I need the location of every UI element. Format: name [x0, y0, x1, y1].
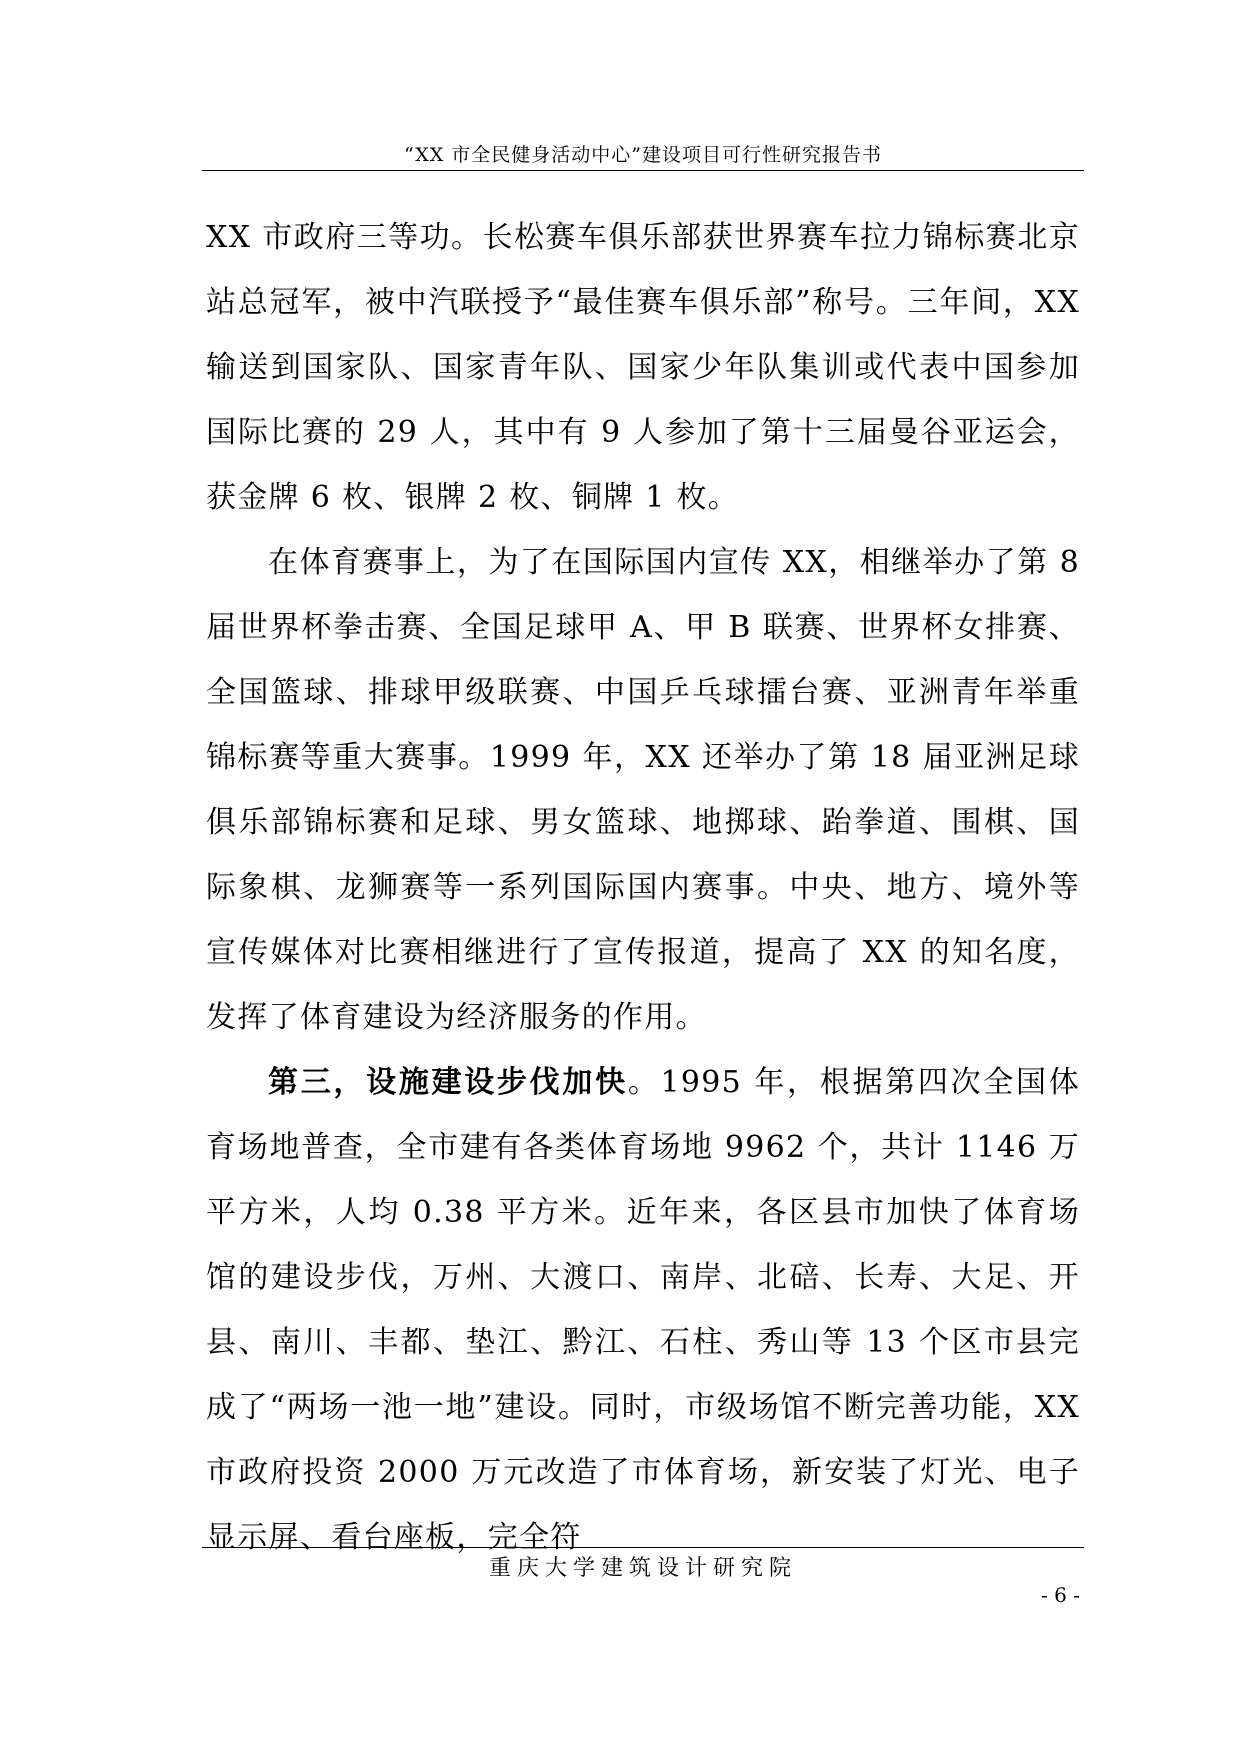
paragraph-1: XX 市政府三等功。长松赛车俱乐部获世界赛车拉力锦标赛北京站总冠军，被中汽联授予“最佳赛车俱乐部”称号。三年间，XX 输送到国家队、国家青年队、国家少年队集训或代表中国参加国际比赛的 29 人，其中有 9 人参加了第十三届曼谷亚运会，获金牌 6 枚、银牌 2 枚、铜牌 1 枚。	[206, 220, 1080, 515]
main-body	[206, 205, 1080, 1570]
header-divider	[202, 170, 1084, 171]
paragraph-3	[206, 1050, 1080, 1570]
paragraph-3-text: 。1995 年，根据第四次全国体育场地普查，全市建有各类体育场地 9962 个，共计 1146 万平方米，人均 0.38 平方米。近年来，各区县市加快了体育场馆的建设步伐，万州、大渡口、南岸、北碚、长寿、大足、开县、南川、丰都、垫江、黔江、石柱、秀山等 13 个区市县完成了“两场一池一地”建设。同时，市级场馆不断完善功能，XX 市政府投资 2000 万元改造了市体育场，新安装了灯光、电子显示屏、看台座板，完全符	[206, 1065, 1080, 1555]
running-header: “XX 市全民健身活动中心”建设项目可行性研究报告书	[403, 144, 883, 166]
running-footer: 重庆大学建筑设计研究院	[488, 1556, 797, 1581]
footer-divider	[202, 1547, 1084, 1548]
page-number: - 6 -	[1041, 1583, 1080, 1607]
paragraph-3-lead: 第三，设施建设步伐加快	[268, 1065, 628, 1100]
paragraph-2: 在体育赛事上，为了在国际国内宣传 XX，相继举办了第 8 届世界杯拳击赛、全国足球甲 A、甲 B 联赛、世界杯女排赛、全国篮球、排球甲级联赛、中国乒乓球擂台赛、亚洲青年举重锦标赛等重大赛事。1999 年，XX 还举办了第 18 届亚洲足球俱乐部锦标赛和足球、男女篮球、地掷球、跆拳道、围棋、国际象棋、龙狮赛等一系列国际国内赛事。中央、地方、境外等宣传媒体对比赛相继进行了宣传报道，提高了 XX 的知名度，发挥了体育建设为经济服务的作用。	[206, 545, 1080, 1035]
